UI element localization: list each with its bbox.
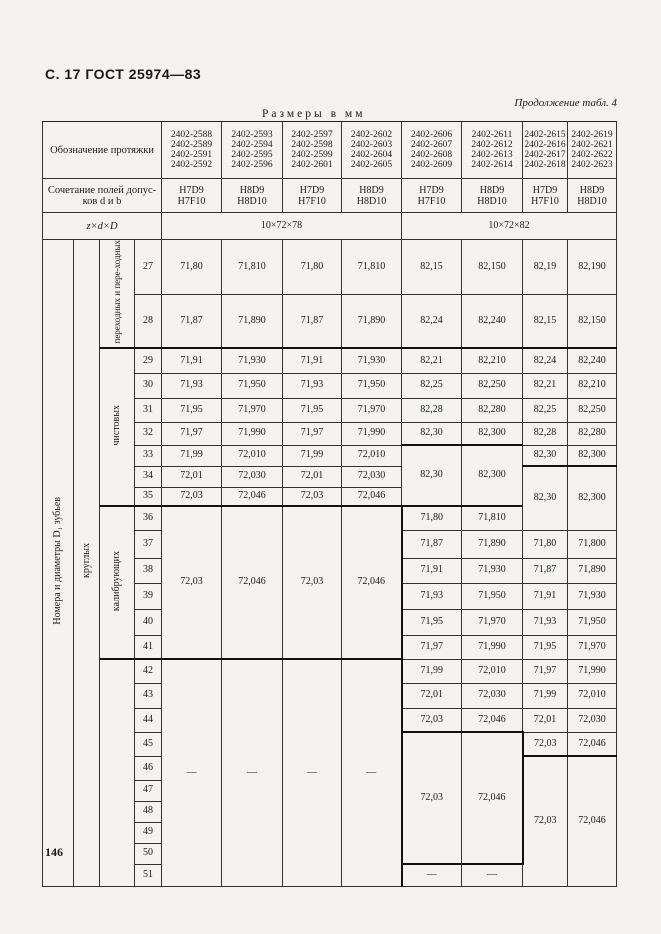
group-finishing: чистовых: [100, 348, 135, 506]
cell: 71,810: [342, 240, 402, 295]
cell: 71,93: [283, 373, 342, 398]
cell-dash: —: [222, 659, 283, 886]
cell: 72,010: [342, 445, 402, 466]
cell-merged: 72,046: [222, 506, 283, 659]
broach-dimensions-table: [42, 121, 617, 887]
codes-col1: 2402-2588 2402-2589 2402-2591 2402-2592: [162, 122, 222, 179]
row-number: 29: [135, 348, 162, 373]
cell: 72,046: [568, 732, 617, 756]
group-transition: переходных и пере-ходных: [100, 240, 135, 349]
cell: 71,990: [568, 659, 617, 683]
designation-label: Обозначение протяжки: [43, 122, 162, 179]
units-caption: Размеры в мм: [262, 108, 366, 120]
fit-col4: H8D9 H8D10: [342, 179, 402, 213]
row-number: 38: [135, 558, 162, 583]
cell: 71,95: [162, 398, 222, 422]
cell: 71,80: [162, 240, 222, 295]
row-number: 48: [135, 801, 162, 822]
cell: 71,99: [283, 445, 342, 466]
codes-col8: 2402-2619 2402-2621 2402-2622 2402-2623: [568, 122, 617, 179]
cell: 71,930: [568, 583, 617, 609]
cell: 72,046: [462, 708, 523, 732]
cell: 71,990: [222, 422, 283, 445]
cell: 82,190: [568, 240, 617, 295]
cell: 82,210: [462, 348, 523, 373]
side-label-round: круглых: [74, 240, 100, 887]
fit-col7: H7D9 H7F10: [523, 179, 568, 213]
fit-col2: H8D9 H8D10: [222, 179, 283, 213]
cell: 82,28: [402, 398, 462, 422]
cell: 71,80: [283, 240, 342, 295]
row-number: 51: [135, 864, 162, 886]
row-number: 35: [135, 487, 162, 506]
page-number: 146: [45, 845, 63, 859]
fit-label: Сочетание полей допус-ков d и b: [43, 179, 162, 213]
cell: 71,97: [402, 635, 462, 659]
side-label-main: Номера и диаметры D₁ зубьев: [43, 240, 74, 887]
cell: 71,930: [222, 348, 283, 373]
codes-col6: 2402-2611 2402-2612 2402-2613 2402-2614: [462, 122, 523, 179]
cell: 82,280: [568, 422, 617, 445]
cell: 82,250: [462, 373, 523, 398]
page-header: С. 17 ГОСТ 25974—83: [45, 66, 202, 82]
row-number: 27: [135, 240, 162, 295]
codes-col3: 2402-2597 2402-2598 2402-2599 2402-2601: [283, 122, 342, 179]
fit-col1: H7D9 H7F10: [162, 179, 222, 213]
cell: 82,24: [523, 348, 568, 373]
cell: 82,21: [402, 348, 462, 373]
fit-col8: H8D9 H8D10: [568, 179, 617, 213]
cell: 71,95: [523, 635, 568, 659]
size-right: 10×72×82: [402, 213, 617, 240]
cell: 71,990: [342, 422, 402, 445]
cell: 72,046: [342, 487, 402, 506]
codes-col5: 2402-2606 2402-2607 2402-2608 2402-2609: [402, 122, 462, 179]
cell: 71,91: [162, 348, 222, 373]
continuation-note: Продолжение табл. 4: [514, 97, 617, 109]
cell: 71,970: [462, 609, 523, 635]
cell: 71,93: [162, 373, 222, 398]
cell: 71,91: [283, 348, 342, 373]
cell: 71,93: [402, 583, 462, 609]
cell: 71,99: [162, 445, 222, 466]
cell-merged: 72,046: [462, 732, 523, 864]
cell: 72,01: [402, 683, 462, 708]
cell: 72,030: [462, 683, 523, 708]
row-number: 43: [135, 683, 162, 708]
row-number: 40: [135, 609, 162, 635]
cell: 71,990: [462, 635, 523, 659]
cell: 82,15: [523, 295, 568, 348]
cell: 71,930: [342, 348, 402, 373]
cell: 82,280: [462, 398, 523, 422]
group-blank: [100, 659, 135, 886]
cell: 82,30: [523, 445, 568, 466]
row-number: 28: [135, 295, 162, 348]
cell: 82,28: [523, 422, 568, 445]
cell: 72,030: [342, 466, 402, 487]
cell: 71,800: [568, 530, 617, 558]
cell-merged: 82,30: [523, 466, 568, 530]
cell-dash: —: [342, 659, 402, 886]
cell-dash: —: [462, 864, 523, 886]
cell: 71,930: [462, 558, 523, 583]
codes-col4: 2402-2602 2402-2603 2402-2604 2402-2605: [342, 122, 402, 179]
row-number: 46: [135, 756, 162, 780]
cell: 72,01: [162, 466, 222, 487]
row-number: 30: [135, 373, 162, 398]
cell: 71,87: [523, 558, 568, 583]
row-number: 31: [135, 398, 162, 422]
size-left: 10×72×78: [162, 213, 402, 240]
fit-col6: H8D9 H8D10: [462, 179, 523, 213]
row-number: 42: [135, 659, 162, 683]
cell-merged: 72,03: [402, 732, 462, 864]
cell: 71,97: [162, 422, 222, 445]
cell: 82,240: [462, 295, 523, 348]
cell: 72,01: [523, 708, 568, 732]
cell: 71,87: [162, 295, 222, 348]
codes-col2: 2402-2593 2402-2594 2402-2595 2402-2596: [222, 122, 283, 179]
cell: 82,300: [462, 422, 523, 445]
row-number: 36: [135, 506, 162, 530]
cell-dash: —: [402, 864, 462, 886]
row-number: 41: [135, 635, 162, 659]
cell: 82,15: [402, 240, 462, 295]
cell: 82,25: [402, 373, 462, 398]
cell: 71,87: [283, 295, 342, 348]
cell: 71,99: [402, 659, 462, 683]
cell-dash: —: [162, 659, 222, 886]
cell-merged: 72,046: [342, 506, 402, 659]
cell: 71,890: [222, 295, 283, 348]
zdD-label: z×d×D: [43, 213, 162, 240]
cell: 82,24: [402, 295, 462, 348]
cell: 82,250: [568, 398, 617, 422]
cell: 71,95: [402, 609, 462, 635]
row-number: 44: [135, 708, 162, 732]
group-calibrating: калибрующих: [100, 506, 135, 659]
cell: 82,21: [523, 373, 568, 398]
cell: 71,970: [222, 398, 283, 422]
cell: 82,150: [568, 295, 617, 348]
cell: 71,80: [402, 506, 462, 530]
fit-col3: H7D9 H7F10: [283, 179, 342, 213]
cell: 71,99: [523, 683, 568, 708]
cell: 71,91: [402, 558, 462, 583]
cell: 82,240: [568, 348, 617, 373]
cell: 71,80: [523, 530, 568, 558]
cell: 82,25: [523, 398, 568, 422]
cell-merged: 82,300: [462, 445, 523, 506]
cell: 71,890: [342, 295, 402, 348]
cell: 71,950: [568, 609, 617, 635]
cell: 71,93: [523, 609, 568, 635]
cell: 72,030: [222, 466, 283, 487]
cell: 71,950: [222, 373, 283, 398]
cell: 72,046: [222, 487, 283, 506]
cell: 71,97: [283, 422, 342, 445]
cell-merged: 82,30: [402, 445, 462, 506]
cell-merged: 72,046: [568, 756, 617, 886]
cell: 71,970: [568, 635, 617, 659]
row-number: 47: [135, 780, 162, 801]
cell: 71,87: [402, 530, 462, 558]
cell-merged: 72,03: [283, 506, 342, 659]
cell: 72,03: [402, 708, 462, 732]
cell: 71,810: [222, 240, 283, 295]
row-number: 49: [135, 822, 162, 843]
cell: 71,97: [523, 659, 568, 683]
cell: 72,03: [162, 487, 222, 506]
cell: 72,030: [568, 708, 617, 732]
cell-merged: 82,300: [568, 466, 617, 530]
cell: 72,03: [283, 487, 342, 506]
row-number: 34: [135, 466, 162, 487]
cell: 71,91: [523, 583, 568, 609]
cell: 72,010: [462, 659, 523, 683]
row-number: 50: [135, 843, 162, 864]
row-number: 39: [135, 583, 162, 609]
cell: 71,950: [342, 373, 402, 398]
cell-merged: 72,03: [162, 506, 222, 659]
cell: 82,300: [568, 445, 617, 466]
cell: 82,150: [462, 240, 523, 295]
cell: 72,03: [523, 732, 568, 756]
cell: 71,950: [462, 583, 523, 609]
cell: 71,890: [568, 558, 617, 583]
cell: 71,890: [462, 530, 523, 558]
cell: 72,01: [283, 466, 342, 487]
cell-merged: 72,03: [523, 756, 568, 886]
cell: 82,19: [523, 240, 568, 295]
codes-col7: 2402-2615 2402-2616 2402-2617 2402-2618: [523, 122, 568, 179]
row-number: 32: [135, 422, 162, 445]
row-number: 45: [135, 732, 162, 756]
cell-dash: —: [283, 659, 342, 886]
cell: 72,010: [222, 445, 283, 466]
row-number: 37: [135, 530, 162, 558]
cell: 71,810: [462, 506, 523, 530]
cell: 71,970: [342, 398, 402, 422]
fit-col5: H7D9 H7F10: [402, 179, 462, 213]
cell: 72,010: [568, 683, 617, 708]
row-number: 33: [135, 445, 162, 466]
cell: 82,210: [568, 373, 617, 398]
cell: 82,30: [402, 422, 462, 445]
cell: 71,95: [283, 398, 342, 422]
